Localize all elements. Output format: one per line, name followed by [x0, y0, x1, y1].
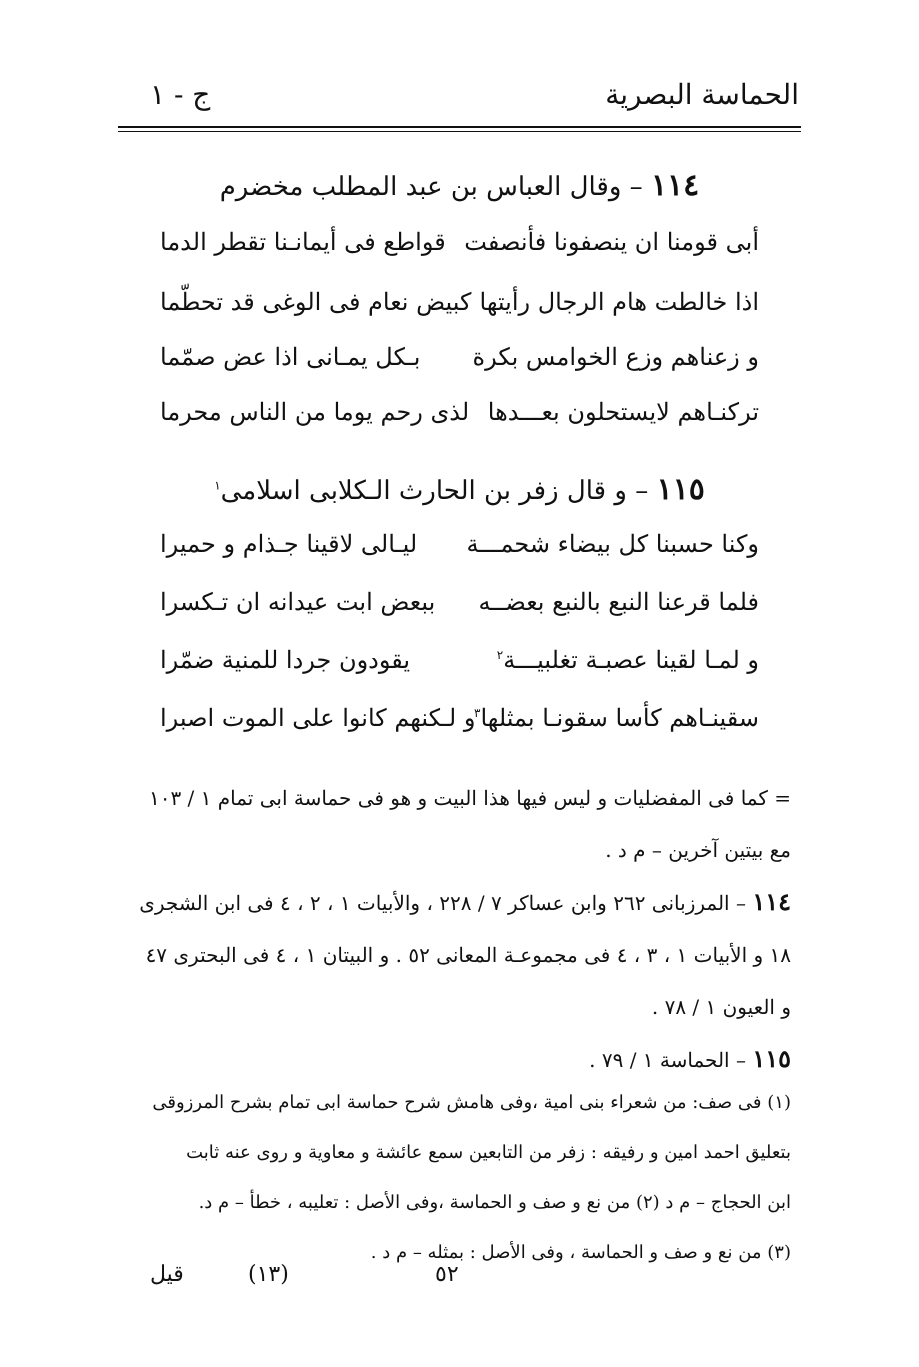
first-hemistich	[474, 704, 759, 732]
poem-heading: – وقال العباس بن عبد المطلب مخضرم	[219, 172, 643, 202]
first-hemistich: اذا خالطت هام الرجال رأيتها	[479, 288, 759, 316]
first-hemistich: فلما قرعنا النبع بالنبع بعضــه	[478, 588, 759, 616]
sheet-signature: (١٣)	[248, 1262, 289, 1287]
poem-heading: – و قال زفر بن الحارث الـكلابى اسلامى	[220, 476, 649, 506]
footnote-line: (٣) من نع و صف و الحماسة ، وفى الأصل : بمثله – م د .	[370, 1242, 791, 1263]
note-text: – المرزبانى ٢٦٢ وابن عساكر ٧ / ٢٢٨ ، والأبيات ١ ، ٢ ، ٤ فى ابن الشجرى	[139, 891, 746, 915]
footnote-mark: ١	[214, 478, 221, 493]
note-line: مع بيتين آخرين – م د .	[605, 838, 791, 862]
second-hemistich: ليـالى لاقينا جـذام و حميرا	[160, 530, 418, 558]
note-line: = كما فى المفضليات و ليس فيها هذا البيت و هو فى حماسة ابى تمام ١ / ١٠٣	[148, 786, 791, 810]
note-number: ١١٤	[752, 887, 791, 916]
second-hemistich: قواطع فى أيمانـنا تقطر الدما	[160, 228, 446, 256]
verse	[160, 228, 759, 278]
verse	[160, 398, 759, 448]
verse	[160, 288, 759, 338]
first-hemistich: وكنا حسبنا كل بيضاء شحمـــة	[466, 530, 759, 558]
note-line: و العيون ١ / ٧٨ .	[651, 995, 791, 1019]
second-hemistich: يقودون جردا للمنية ضمّرا	[160, 646, 411, 674]
poem-number: ١١٤	[650, 168, 700, 203]
verse	[160, 530, 759, 580]
footnote-mark: ٢	[496, 648, 504, 662]
note-number: ١١٥	[752, 1044, 791, 1073]
second-hemistich: ببعض ابت عيدانه ان تـكسرا	[160, 588, 436, 616]
first-hemistich: أبى قومنا ان ينصفونا فأنصفت	[464, 228, 759, 256]
running-title: الحماسة البصرية	[605, 78, 799, 111]
footnote-line: ابن الحجاج – م د (٢) من نع و صف و الحماسة ،وفى الأصل : تعليبه ، خطأ – م د.	[198, 1192, 791, 1213]
poem-number: ١١٥	[656, 472, 705, 507]
note-text: – الحماسة ١ / ٧٩ .	[589, 1048, 746, 1072]
second-hemistich: بـكل يمـانى اذا عض صمّما	[160, 343, 421, 371]
footnotes	[118, 1078, 791, 1278]
page-footer	[130, 1262, 789, 1302]
page-header	[150, 78, 799, 118]
poem-title	[120, 168, 799, 203]
first-hemistich: تركنـاهم لايستحلون بعـــدها	[487, 398, 759, 426]
poem-title	[120, 472, 799, 507]
header-rule-thick	[118, 126, 801, 128]
note-line: ١٨ و الأبيات ١ ، ٣ ، ٤ فى مجموعـة المعانى ٥٢ . و البيتان ١ ، ٤ فى البحترى ٤٧	[145, 943, 791, 967]
second-hemistich: كبيض نعام فى الوغى قد تحطّما	[160, 288, 472, 316]
footnote-mark: ٣	[474, 706, 481, 720]
volume-label: ج - ١	[150, 78, 211, 111]
hemistich-text: و لمـا لقينا عصبـة تغلبيـــة	[503, 646, 759, 674]
footnote-line: (١) فى صف: من شعراء بنى امية ،وفى هامش شرح حماسة ابى تمام بشرح المرزوقى	[152, 1092, 791, 1113]
first-hemistich: و زعناهم وزع الخوامس بكرة	[472, 343, 759, 371]
verse	[160, 704, 759, 754]
verse	[160, 343, 759, 393]
note-114	[118, 876, 791, 929]
footnote-line: بتعليق احمد امين و رفيقه : زفر من التابعين سمع عائشة و معاوية و روى عنه ثابت	[186, 1142, 791, 1163]
notes-section	[118, 772, 791, 1086]
hemistich-text: سقينـاهم كأسا سقونـا بمثلها	[480, 704, 759, 732]
verse	[160, 588, 759, 638]
second-hemistich: و لـكنهم كانوا على الموت اصبرا	[160, 704, 476, 732]
catchword: قيل	[150, 1262, 184, 1287]
first-hemistich	[497, 646, 759, 674]
second-hemistich: لذى رحم يوما من الناس محرما	[160, 398, 470, 426]
page-number: ٥٢	[435, 1262, 459, 1287]
header-rule-thin	[118, 131, 801, 132]
verse	[160, 646, 759, 696]
